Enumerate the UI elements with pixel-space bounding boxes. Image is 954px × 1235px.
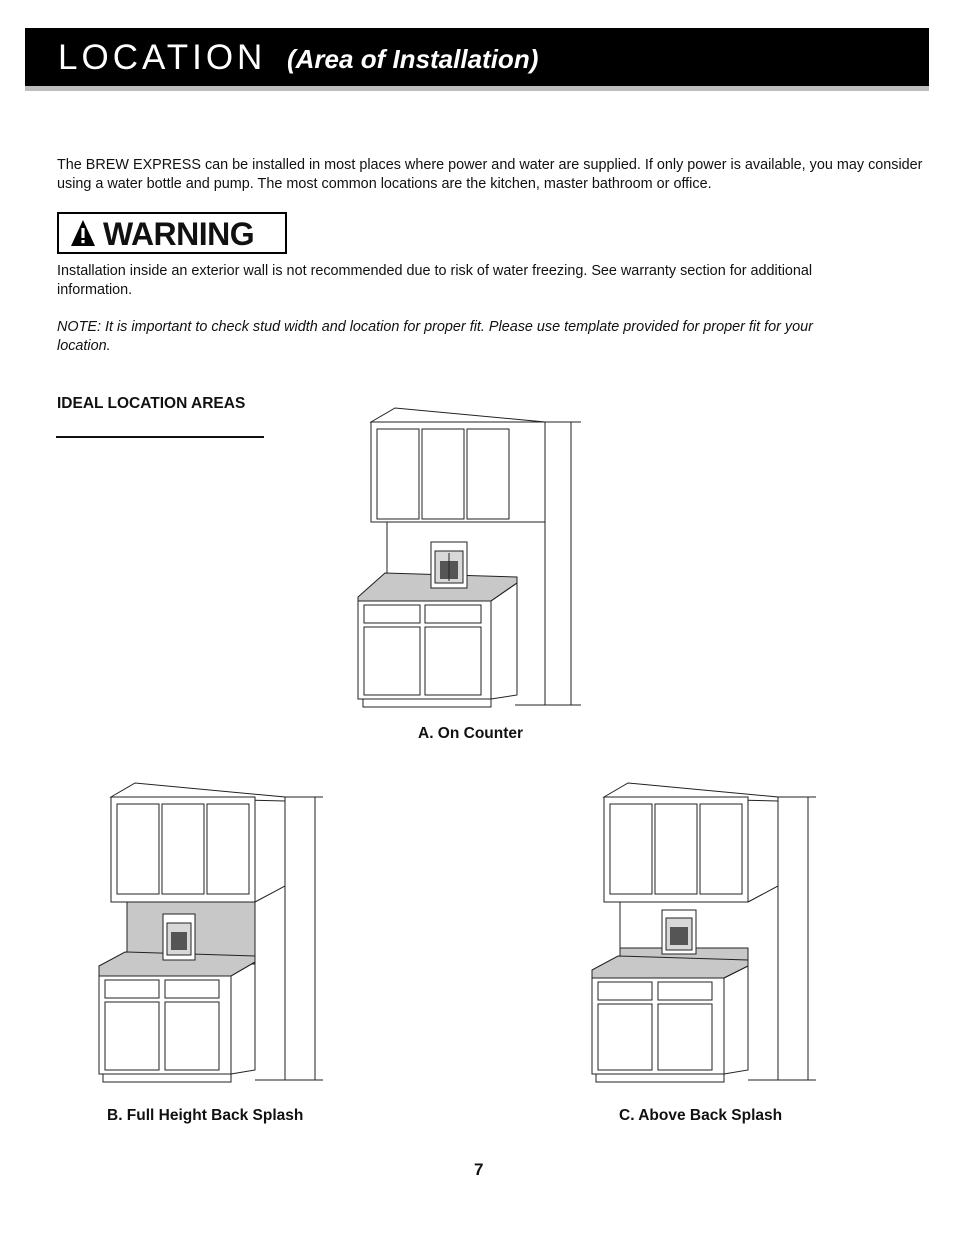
- warning-text: Installation inside an exterior wall is not recommended due to risk of water freezing. See warranty section for additional information.: [57, 263, 813, 298]
- intro-paragraph: The BREW EXPRESS can be installed in most places where power and water are supplied. If only power is available, you may consider using a water bottle and pump. The most common locations are the kitchen, master bathroom or office.: [57, 157, 923, 192]
- warning-label: WARNING: [103, 216, 255, 252]
- brew-machine-icon: [431, 542, 467, 588]
- figure-full-height-back-splash: [95, 780, 330, 1090]
- page-header: [25, 28, 929, 86]
- page-title: LOCATION: [58, 38, 267, 77]
- warning-triangle-icon: [70, 219, 96, 247]
- figure-on-counter: [355, 405, 585, 715]
- brew-machine-icon: [163, 914, 195, 960]
- section-heading: IDEAL LOCATION AREAS: [57, 395, 246, 412]
- page-subtitle: (Area of Installation): [287, 44, 539, 74]
- note-text: NOTE: It is important to check stud width and location for proper fit. Please use template provided for proper fit for your location.: [57, 319, 813, 354]
- header-shadow-rule: [25, 86, 929, 91]
- figure-caption-a: A. On Counter: [418, 725, 524, 742]
- brew-machine-icon: [662, 910, 696, 954]
- warning-box: [57, 212, 287, 254]
- figure-above-back-splash: [588, 780, 823, 1090]
- figure-caption-b: B. Full Height Back Splash: [107, 1107, 304, 1124]
- figure-caption-c: C. Above Back Splash: [619, 1107, 783, 1124]
- section-underline: [56, 436, 264, 438]
- page-number: 7: [474, 1160, 484, 1179]
